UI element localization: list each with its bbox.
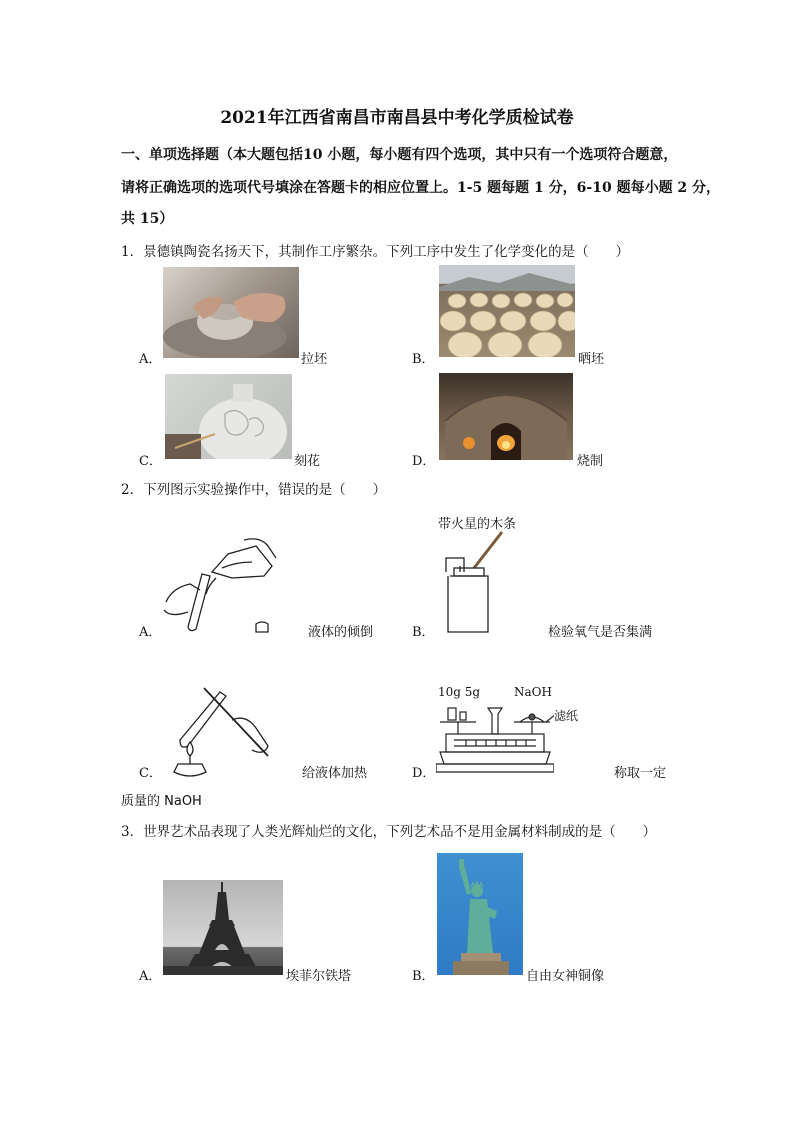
q1-option-b-letter: B．: [412, 352, 435, 367]
page-title: 2021年江西省南昌市南昌县中考化学质检试卷: [220, 108, 574, 128]
q2-option-d-letter: D．: [412, 766, 436, 781]
q2-option-d-caption: 称取一定: [614, 766, 667, 781]
kiln-firing-photo: [439, 373, 573, 460]
pottery-throwing-photo: [163, 267, 299, 358]
section-heading-line2: 请将正确选项的选项代号填涂在答题卡的相应位置上。1-5 题每题 1 分，6-10 题每小题 2 分，: [121, 180, 721, 196]
q2-option-a-letter: A．: [139, 625, 162, 640]
section-heading-line3: 共 15）: [121, 211, 174, 227]
q1-option-a-caption: 拉坯: [301, 352, 328, 367]
q2-d-filter-paper-label: 滤纸: [554, 709, 579, 723]
q3-option-a-letter: A．: [139, 969, 162, 984]
balance-weighing-diagram: [436, 700, 554, 776]
q1-option-b-caption: 晒坯: [578, 352, 605, 367]
section-heading-line1: 一、单项选择题（本大题包括10 小题，每小题有四个选项，其中只有一个选项符合题意，: [121, 147, 678, 163]
statue-of-liberty-photo: [437, 853, 523, 975]
q1-option-d-letter: D．: [412, 454, 436, 469]
question-1-stem: 1．景德镇陶瓷名扬天下，其制作工序繁杂。下列工序中发生了化学变化的是（ ）: [121, 244, 630, 260]
liquid-pouring-diagram: [160, 532, 280, 637]
liquid-heating-diagram: [160, 680, 280, 780]
q2-option-c-caption: 给液体加热: [302, 766, 368, 781]
q2-option-c-letter: C．: [139, 766, 162, 781]
q1-option-c-letter: C．: [139, 454, 162, 469]
q3-option-b-caption: 自由女神铜像: [526, 969, 605, 984]
q2-option-b-letter: B．: [412, 625, 435, 640]
oxygen-test-diagram: [440, 528, 520, 634]
q2-b-label-glowing-splint: 带火星的木条: [438, 517, 517, 532]
q2-option-d-caption-continued: 质量的 NaOH: [121, 794, 202, 809]
q3-option-b-letter: B．: [412, 969, 435, 984]
q1-option-c-caption: 刻花: [294, 454, 321, 469]
question-3-stem: 3．世界艺术品表现了人类光辉灿烂的文化，下列艺术品不是用金属材料制成的是（ ）: [121, 824, 657, 840]
q3-option-a-caption: 埃菲尔铁塔: [286, 969, 352, 984]
drying-pots-photo: [439, 265, 575, 357]
q2-option-a-caption: 液体的倾倒: [308, 625, 374, 640]
question-2-stem: 2．下列图示实验操作中，错误的是（ ）: [121, 482, 387, 498]
q1-option-d-caption: 烧制: [577, 454, 604, 469]
q2-option-b-caption: 检验氧气是否集满: [548, 625, 653, 640]
q1-option-a-letter: A．: [139, 352, 162, 367]
q2-d-weights-label: 10g 5g: [438, 685, 481, 699]
carving-photo: [165, 374, 292, 459]
eiffel-tower-photo: [163, 880, 283, 975]
q2-d-naoh-label: NaOH: [514, 685, 552, 699]
